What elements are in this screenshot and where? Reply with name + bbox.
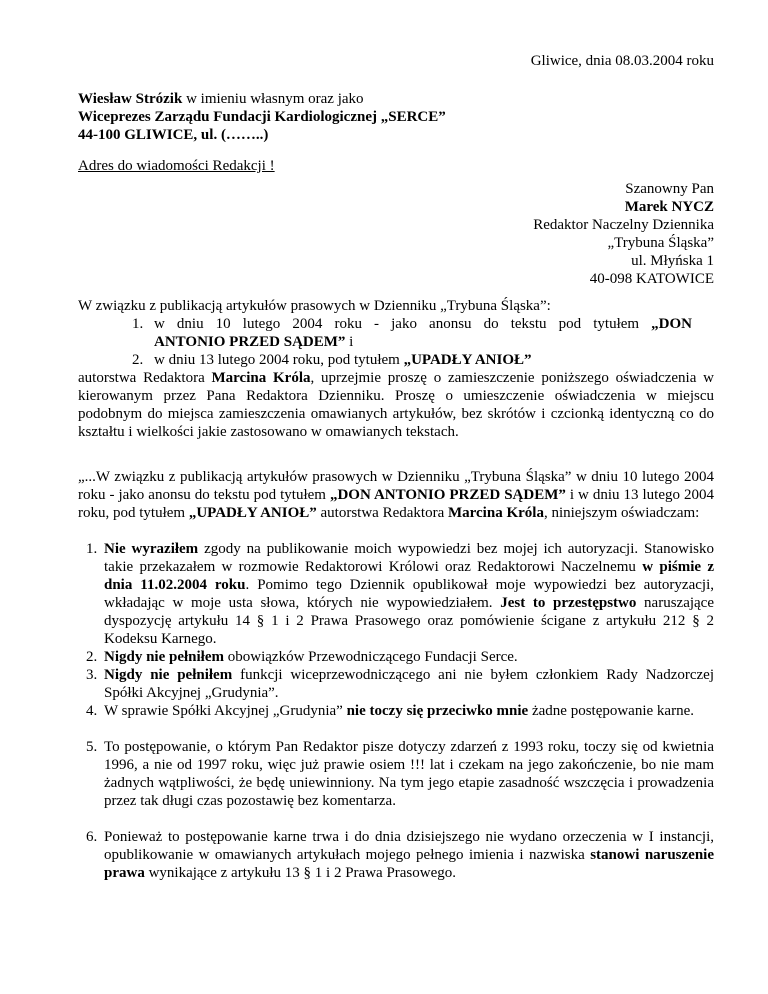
point-4-b1: nie toczy się przeciwko mnie [346,703,529,719]
point-1-b2: w piśmie z dnia 11.02.2004 roku [104,559,714,593]
point-4-t0: W sprawie Spółki Akcyjnej „Grudynia” [104,703,347,719]
point-6-number: 6. [86,829,98,845]
point-2-t1: obowiązków Przewodniczącego Fundacji Serce. [224,649,518,665]
point-3-number: 3. [86,667,98,683]
intro-item-1-line-1 [154,315,692,333]
statement-p1-bold3: Marcina Króla [447,505,544,521]
correspondence-note [78,157,275,175]
point-1-t3: naruszające dyspozycję artykułu 14 § 1 i 2 Prawa Prasowego oraz pomówienie ścigane z artykułu 212 § 2 Kodeksu Karnego. [104,595,714,647]
point-3 [104,666,714,702]
intro-item-1-text: w dniu 10 lutego 2004 roku - jako anonsu do tekstu pod tytułem [154,316,652,332]
recipient-street: ul. Młyńska 1 [631,253,714,269]
point-6 [104,828,714,882]
statement-p1-bold1: „DON ANTONIO PRZED SĄDEM” [329,487,566,503]
point-3-b1: Nigdy nie pełniłem [104,667,233,683]
sender-address-text: 44-100 GLIWICE, ul. (……..) [78,127,269,143]
point-6-b1: stanowi naruszenie prawa [104,847,714,881]
intro-item-1-suffix: i [345,334,354,350]
sender-name: Wiesław Strózik [78,91,183,107]
recipient-name [625,198,714,216]
point-2 [104,648,714,666]
intro-item-2-text: w dniu 13 lutego 2004 roku, pod tytułem [154,352,404,368]
point-5 [104,738,714,810]
statement-p1-bold2: „UPADŁY ANIOŁ” [188,505,317,521]
intro-item-2-number: 2. [132,352,144,368]
statement-p1-end: , niniejszym oświadczam: [543,505,700,521]
point-4-number: 4. [86,703,98,719]
intro-item-1-bold1: „DON [651,316,692,332]
point-5-number: 5. [86,739,98,755]
point-1-number: 1. [86,541,98,557]
point-5-t1: To postępowanie, o którym Pan Redaktor pisze dotyczy zdarzeń z 1993 roku, toczy się od kwietnia 1996, a nie od 1997 roku, więc już prawie osiem !!! lat i czekam na jego zakończenie, bo nie mam żadnych wątpliwości, że będę uniewinniony. Na tym jego etapie zasadność wszczęcia i prowadzenia przez tak długi czas pozostawię bez komentarza. [104,739,714,809]
point-1-b1: Nie wyraziłem [104,541,199,557]
intro-para-b: , uprzejmie proszę o zamieszczenie poniższego oświadczenia w kierowanym przez Pana Redaktora Dzienniku. Proszę o umieszczenie oświadczenia w miejscu podobnym do miejsca zamieszczenia omawianych artykułów, bez skrótów i czcionką identyczną co do kształtu i wielkości jakie zastosowano w omawianych tekstach. [78,370,714,440]
point-1-t1: zgody na publikowanie moich wypowiedzi bez mojej ich autoryzacji. Stanowisko takie przekazałem w rozmowie Redaktorowi Królowi oraz Redaktorowi Naczelnemu [104,541,714,575]
point-4 [104,702,714,720]
point-6-t1: wynikające z artykułu 13 § 1 i 2 Prawa Prasowego. [144,865,457,881]
place-date: Gliwice, dnia 08.03.2004 roku [530,53,714,69]
correspondence-note-text: Adres do wiadomości Redakcji ! [78,158,275,174]
recipient-name-text: Marek NYCZ [624,199,714,215]
intro-item-1-line-2 [154,333,692,351]
intro-lead: W związku z publikacją artykułów prasowych w Dzienniku „Trybuna Śląska”: [78,298,551,314]
sender-line-1 [78,90,364,108]
recipient-title: Redaktor Naczelny Dziennika [533,217,714,233]
intro-item-1-number: 1. [132,316,144,332]
recipient-newspaper: „Trybuna Śląska” [607,235,714,251]
point-1-b3: Jest to przestępstwo [500,595,637,611]
point-1-t2: . Pomimo tego Dziennik opublikował moje wypowiedzi bez autoryzacji, wkładając w moje usta słowa, których nie wypowiedziałem. [104,577,714,611]
intro-item-2 [154,351,692,369]
point-2-b1: Nigdy nie pełniłem [104,649,225,665]
intro-item-2-bold: „UPADŁY ANIOŁ” [403,352,532,368]
intro-item-1 [154,315,692,351]
recipient-salutation: Szanowny Pan [625,181,714,197]
statement-p1-mid2: autorstwa Redaktora [316,505,448,521]
point-6-t0: Ponieważ to postępowanie karne trwa i do dnia dzisiejszego nie wydano orzeczenia w I instancji, opublikowanie w omawianych artykułach mojego pełnego imienia i nazwiska [104,829,714,863]
point-4-t1: żadne postępowanie karne. [528,703,694,719]
point-1 [104,540,714,648]
sender-role-text: Wiceprezes Zarządu Fundacji Kardiologicznej „SERCE” [78,109,446,125]
sender-name-suffix: w imieniu własnym oraz jako [182,91,364,107]
sender-address [78,126,268,144]
point-3-t1: funkcji wiceprzewodniczącego ani nie byłem członkiem Rady Nadzorczej Spółki Akcyjnej „Grudynia”. [104,667,714,701]
point-2-number: 2. [86,649,98,665]
statement-intro [78,468,714,522]
intro-item-1-bold2: ANTONIO PRZED SĄDEM” [154,334,346,350]
sender-role [78,108,446,126]
recipient-city: 40-098 KATOWICE [589,271,714,287]
statement-p1-mid: i w dniu 13 lutego 2004 roku, pod tytułem [78,487,714,521]
intro-para-a: autorstwa Redaktora [78,370,212,386]
statement-p1: „...W związku z publikacją artykułów prasowych w Dzienniku „Trybuna Śląska” w dniu 10 lutego 2004 roku - jako anonsu do tekstu pod tytułem [78,469,714,503]
intro-paragraph [78,369,714,441]
intro-para-bold: Marcina Króla [211,370,311,386]
